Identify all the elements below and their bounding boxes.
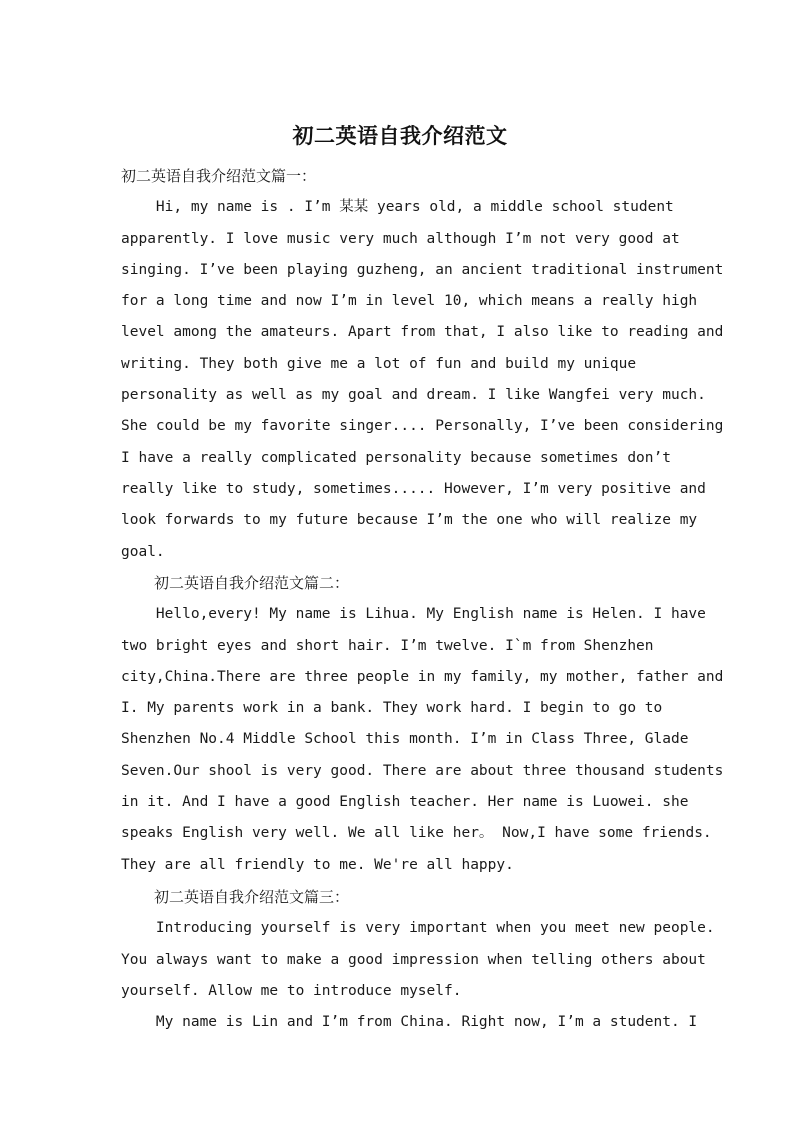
paragraph-line: city,China.There are three people in my family, my mother, father and: [121, 668, 724, 685]
section-heading: 初二英语自我介绍范文篇二：: [154, 574, 350, 592]
paragraph-line: two bright eyes and short hair. I’m twelve. I`m from Shenzhen: [121, 637, 654, 654]
paragraph-line: They are all friendly to me. We're all happy.: [121, 856, 514, 873]
paragraph-line: I. My parents work in a bank. They work hard. I begin to go to: [121, 700, 663, 717]
paragraph-line: level among the amateurs. Apart from that, I also like to reading and: [121, 324, 724, 341]
paragraph-line: singing. I’ve been playing guzheng, an ancient traditional instrument: [121, 261, 724, 278]
paragraph-line: personality as well as my goal and dream. I like Wangfei very much.: [121, 387, 706, 404]
paragraph-line: Hello,every! My name is Lihua. My English name is Helen. I have: [121, 606, 706, 623]
paragraph-line: Introducing yourself is very important when you meet new people.: [121, 920, 715, 937]
paragraph-line: in it. And I have a good English teacher. Her name is Luowei. she: [121, 794, 689, 811]
section-3: [121, 882, 715, 1038]
section-heading: 初二英语自我介绍范文篇三：: [154, 888, 350, 906]
paragraph-line: Shenzhen No.4 Middle School this month. I’m in Class Three, Glade: [121, 731, 689, 748]
paragraph-line: My name is Lin and I’m from China. Right now, I’m a student. I: [121, 1014, 698, 1031]
paragraph-line: look forwards to my future because I’m the one who will realize my: [121, 512, 698, 529]
paragraph-line: speaks English very well. We all like her。 Now,I have some friends.: [121, 825, 712, 842]
paragraph-line: You always want to make a good impression when telling others about: [121, 951, 706, 968]
section-heading: 初二英语自我介绍范文篇一：: [121, 167, 317, 185]
paragraph-line: for a long time and now I’m in level 10, which means a really high: [121, 293, 698, 310]
paragraph-line: I have a really complicated personality because sometimes don’t: [121, 449, 671, 466]
paragraph-line: apparently. I love music very much although I’m not very good at: [121, 230, 680, 247]
paragraph-line: Seven.Our shool is very good. There are about three thousand students: [121, 762, 724, 779]
paragraph-line: goal.: [121, 543, 165, 560]
paragraph-line: Hi, my name is . I’m 某某 years old, a middle school student: [121, 199, 674, 216]
section-2: [121, 568, 724, 881]
paragraph-line: yourself. Allow me to introduce myself.: [121, 982, 462, 999]
paragraph-line: She could be my favorite singer.... Personally, I’ve been considering: [121, 418, 724, 435]
paragraph-line: writing. They both give me a lot of fun and build my unique: [121, 355, 637, 372]
section-1: [121, 161, 724, 568]
paragraph-line: really like to study, sometimes..... However, I’m very positive and: [121, 480, 706, 497]
document-title: 初二英语自我介绍范文: [292, 124, 508, 148]
